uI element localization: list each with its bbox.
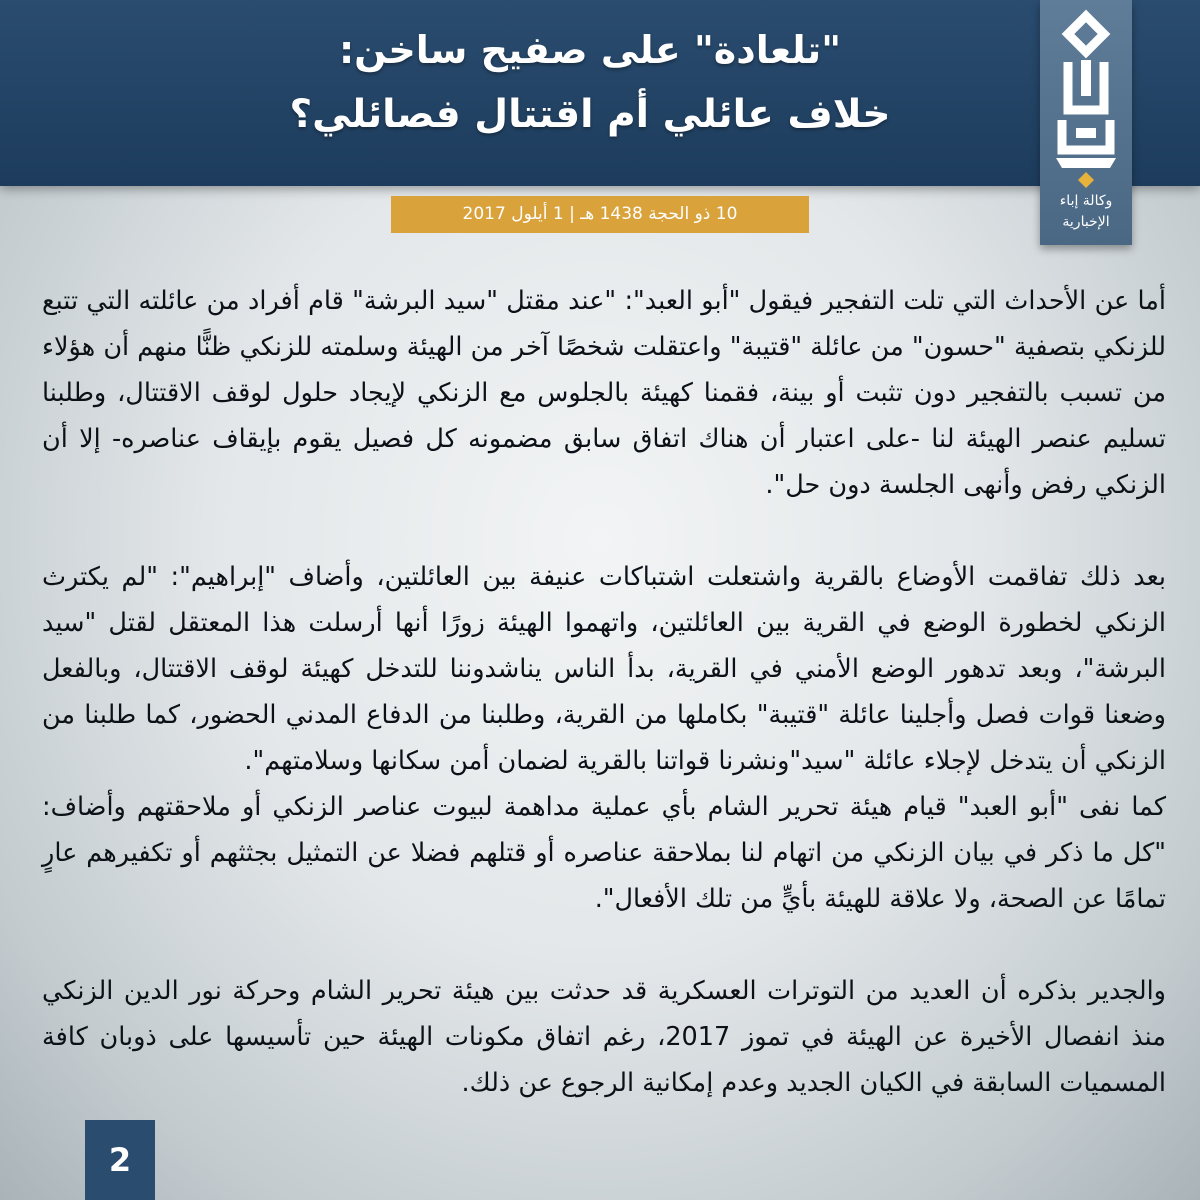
page-title-line1: "تلعادة" على صفيح ساخن: xyxy=(338,28,841,72)
ibaa-agency-emblem-icon xyxy=(1040,0,1132,192)
article-body xyxy=(42,278,1166,1106)
date-badge: 10 ذو الحجة 1438 هـ | 1 أيلول 2017 xyxy=(391,196,809,233)
header-banner xyxy=(0,0,1200,186)
page-number: 2 xyxy=(85,1120,155,1200)
paragraph-3: كما نفى "أبو العبد" قيام هيئة تحرير الشام بأي عملية مداهمة لبيوت عناصر الزنكي أو ملاحقتهم وأضاف: "كل ما ذكر في بيان الزنكي من اتهام لنا بملاحقة عناصره أو قتلهم فضلا عن التمثيل بجثثهم أو تكفيرهم عارٍ تمامًا عن الصحة، ولا علاقة للهيئة بأيٍّ من تلك الأفعال". xyxy=(42,792,1166,914)
logo-text-line1: وكالة إباء xyxy=(1059,193,1113,209)
paragraph-4: والجدير بذكره أن العديد من التوترات العسكرية قد حدثت بين هيئة تحرير الشام وحركة نور الدين الزنكي منذ انفصال الأخيرة عن الهيئة في تموز 2017، رغم اتفاق مكونات الهيئة حين تأسيسها على ذوبان كافة المسميات السابقة في الكيان الجديد وعدم إمكانية الرجوع عن ذلك. xyxy=(42,976,1166,1098)
paragraph-2: بعد ذلك تفاقمت الأوضاع بالقرية واشتعلت اشتباكات عنيفة بين العائلتين، وأضاف "إبراهيم": "لم يكترث الزنكي لخطورة الوضع في القرية بين العائلتين، واتهموا الهيئة زورًا أنها أرسلت هذا المعتقل لقتل "سيد البرشة"، وبعد تدهور الوضع الأمني في القرية، بدأ الناس يناشدوننا للتدخل كهيئة لوقف الاقتتال، وبالفعل وضعنا قوات فصل وأجلينا عائلة "قتيبة" بكاملها من القرية، وطلبنا من الدفاع المدني الحضور، كما طلبنا من الزنكي أن يتدخل لإجلاء عائلة "سيد"ونشرنا قواتنا بالقرية لضمان أمن سكانها وسلامتهم". xyxy=(42,562,1166,776)
logo-text-line2: الإخبارية xyxy=(1062,214,1110,230)
page-title-line2: خلاف عائلي أم اقتتال فصائلي؟ xyxy=(289,92,891,137)
paragraph-1: أما عن الأحداث التي تلت التفجير فيقول "أبو العبد": "عند مقتل "سيد البرشة" قام أفراد من عائلته التي تتبع للزنكي بتصفية "حسون" من عائلة "قتيبة" واعتقلت شخصًا آخر من الهيئة وسلمته للزنكي ظنًّا منهم أن هؤلاء من تسبب بالتفجير دون تثبت أو بينة، فقمنا كهيئة بالجلوس مع الزنكي لإيجاد حلول لوقف الاقتتال، وطلبنا تسليم عنصر الهيئة لنا -على اعتبار أن هناك اتفاق سابق مضمونه كل فصيل يقوم بإيقاف عناصره- إلا أن الزنكي رفض وأنهى الجلسة دون حل". xyxy=(42,286,1166,500)
agency-logo xyxy=(1040,0,1132,245)
